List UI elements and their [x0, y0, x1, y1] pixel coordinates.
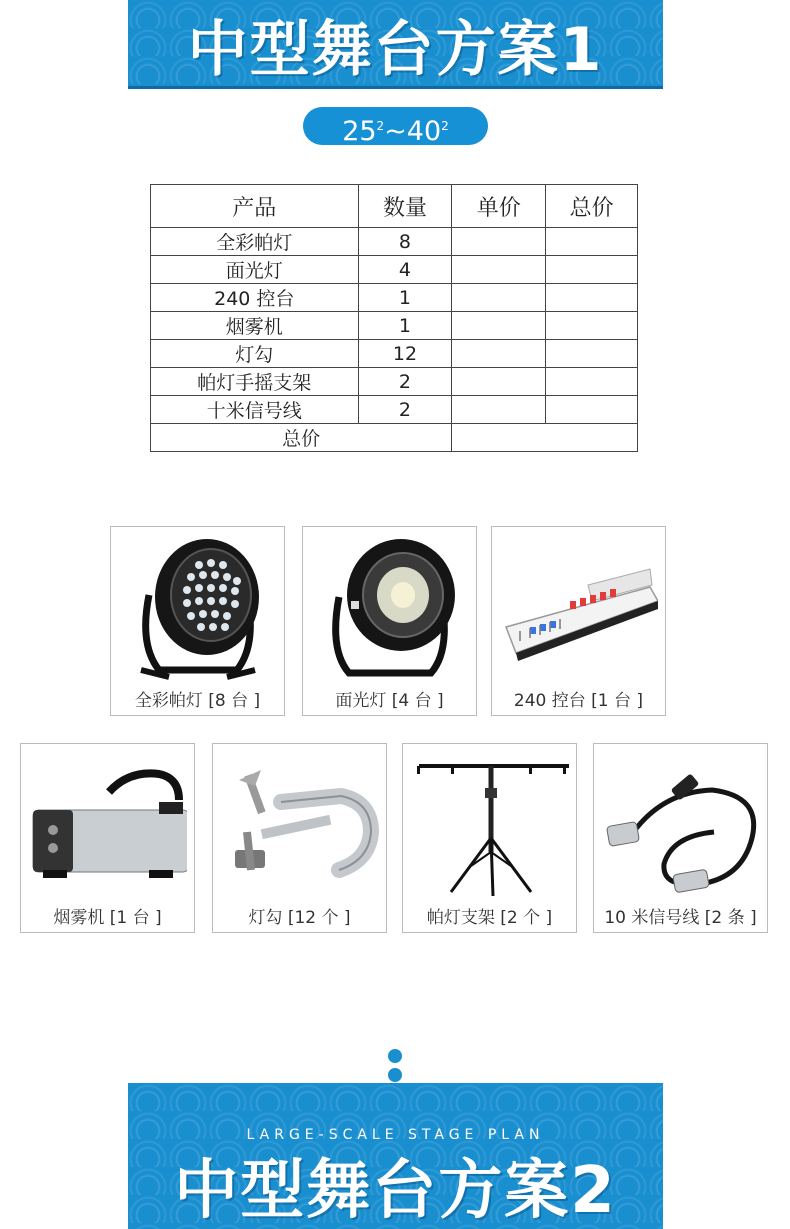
area-badge [303, 107, 488, 145]
card-caption: 帕灯支架 [2 个 ] [426, 908, 553, 928]
cell-unit-price [452, 340, 546, 368]
area-max: ~40 [384, 116, 442, 147]
cell-total-price [546, 340, 638, 368]
cob-face-light-icon [311, 535, 469, 683]
cell-total-price [546, 256, 638, 284]
card-caption: 240 控台 [1 台 ] [513, 691, 644, 711]
cell-product: 帕灯手摇支架 [151, 368, 359, 396]
cell-product: 十米信号线 [151, 396, 359, 424]
cell-product: 面光灯 [151, 256, 359, 284]
product-card [593, 743, 768, 933]
cell-qty: 4 [358, 256, 452, 284]
product-card [302, 526, 477, 716]
cell-qty: 1 [358, 284, 452, 312]
equipment-table [150, 184, 638, 452]
cell-product: 烟雾机 [151, 312, 359, 340]
table-row [151, 340, 638, 368]
area-min-sup: 2 [376, 119, 385, 133]
card-caption: 烟雾机 [1 台 ] [53, 908, 162, 928]
header-product: 产品 [151, 185, 359, 228]
cell-qty: 2 [358, 396, 452, 424]
card-caption: 面光灯 [4 台 ] [335, 691, 444, 711]
table-row [151, 256, 638, 284]
table-row [151, 396, 638, 424]
cell-unit-price [452, 368, 546, 396]
area-min: 25 [342, 116, 377, 147]
led-par-light-icon [119, 535, 277, 683]
cell-unit-price [452, 228, 546, 256]
fog-machine-icon [29, 752, 187, 900]
banner-title: 中型舞台方案2 [174, 1154, 617, 1228]
cell-product: 灯勾 [151, 340, 359, 368]
cell-qty: 8 [358, 228, 452, 256]
cell-total-price [546, 228, 638, 256]
decorative-dot [388, 1049, 402, 1063]
product-card [491, 526, 666, 716]
table-header-row [151, 185, 638, 228]
table-row [151, 312, 638, 340]
banner-subtitle: LARGE-SCALE STAGE PLAN [246, 1127, 545, 1143]
total-label: 总价 [151, 424, 452, 452]
tripod-stand-icon [411, 752, 569, 900]
header-unit-price: 单价 [452, 185, 546, 228]
cell-qty: 12 [358, 340, 452, 368]
header-qty: 数量 [358, 185, 452, 228]
cell-product: 全彩帕灯 [151, 228, 359, 256]
cell-unit-price [452, 396, 546, 424]
total-value [452, 424, 638, 452]
product-card [110, 526, 285, 716]
dmx-console-icon [500, 535, 658, 683]
header-total-price: 总价 [546, 185, 638, 228]
area-max-sup: 2 [441, 119, 449, 133]
table-row [151, 228, 638, 256]
cell-unit-price [452, 312, 546, 340]
card-caption: 10 米信号线 [2 条 ] [604, 908, 757, 928]
banner-title: 中型舞台方案1 [187, 15, 604, 85]
cell-unit-price [452, 256, 546, 284]
decorative-dot [388, 1068, 402, 1082]
table-row [151, 284, 638, 312]
cell-product: 240 控台 [151, 284, 359, 312]
card-caption: 全彩帕灯 [8 台 ] [134, 691, 261, 711]
card-caption: 灯勾 [12 个 ] [248, 908, 351, 928]
table-total-row [151, 424, 638, 452]
cell-total-price [546, 312, 638, 340]
product-card [20, 743, 195, 933]
cell-total-price [546, 396, 638, 424]
product-card [212, 743, 387, 933]
top-banner [128, 0, 663, 89]
cell-qty: 2 [358, 368, 452, 396]
xlr-cable-icon [602, 752, 760, 900]
table-row [151, 368, 638, 396]
light-hook-clamp-icon [221, 752, 379, 900]
cell-qty: 1 [358, 312, 452, 340]
product-card [402, 743, 577, 933]
cell-total-price [546, 368, 638, 396]
bottom-banner [128, 1083, 663, 1229]
cell-unit-price [452, 284, 546, 312]
cell-total-price [546, 284, 638, 312]
